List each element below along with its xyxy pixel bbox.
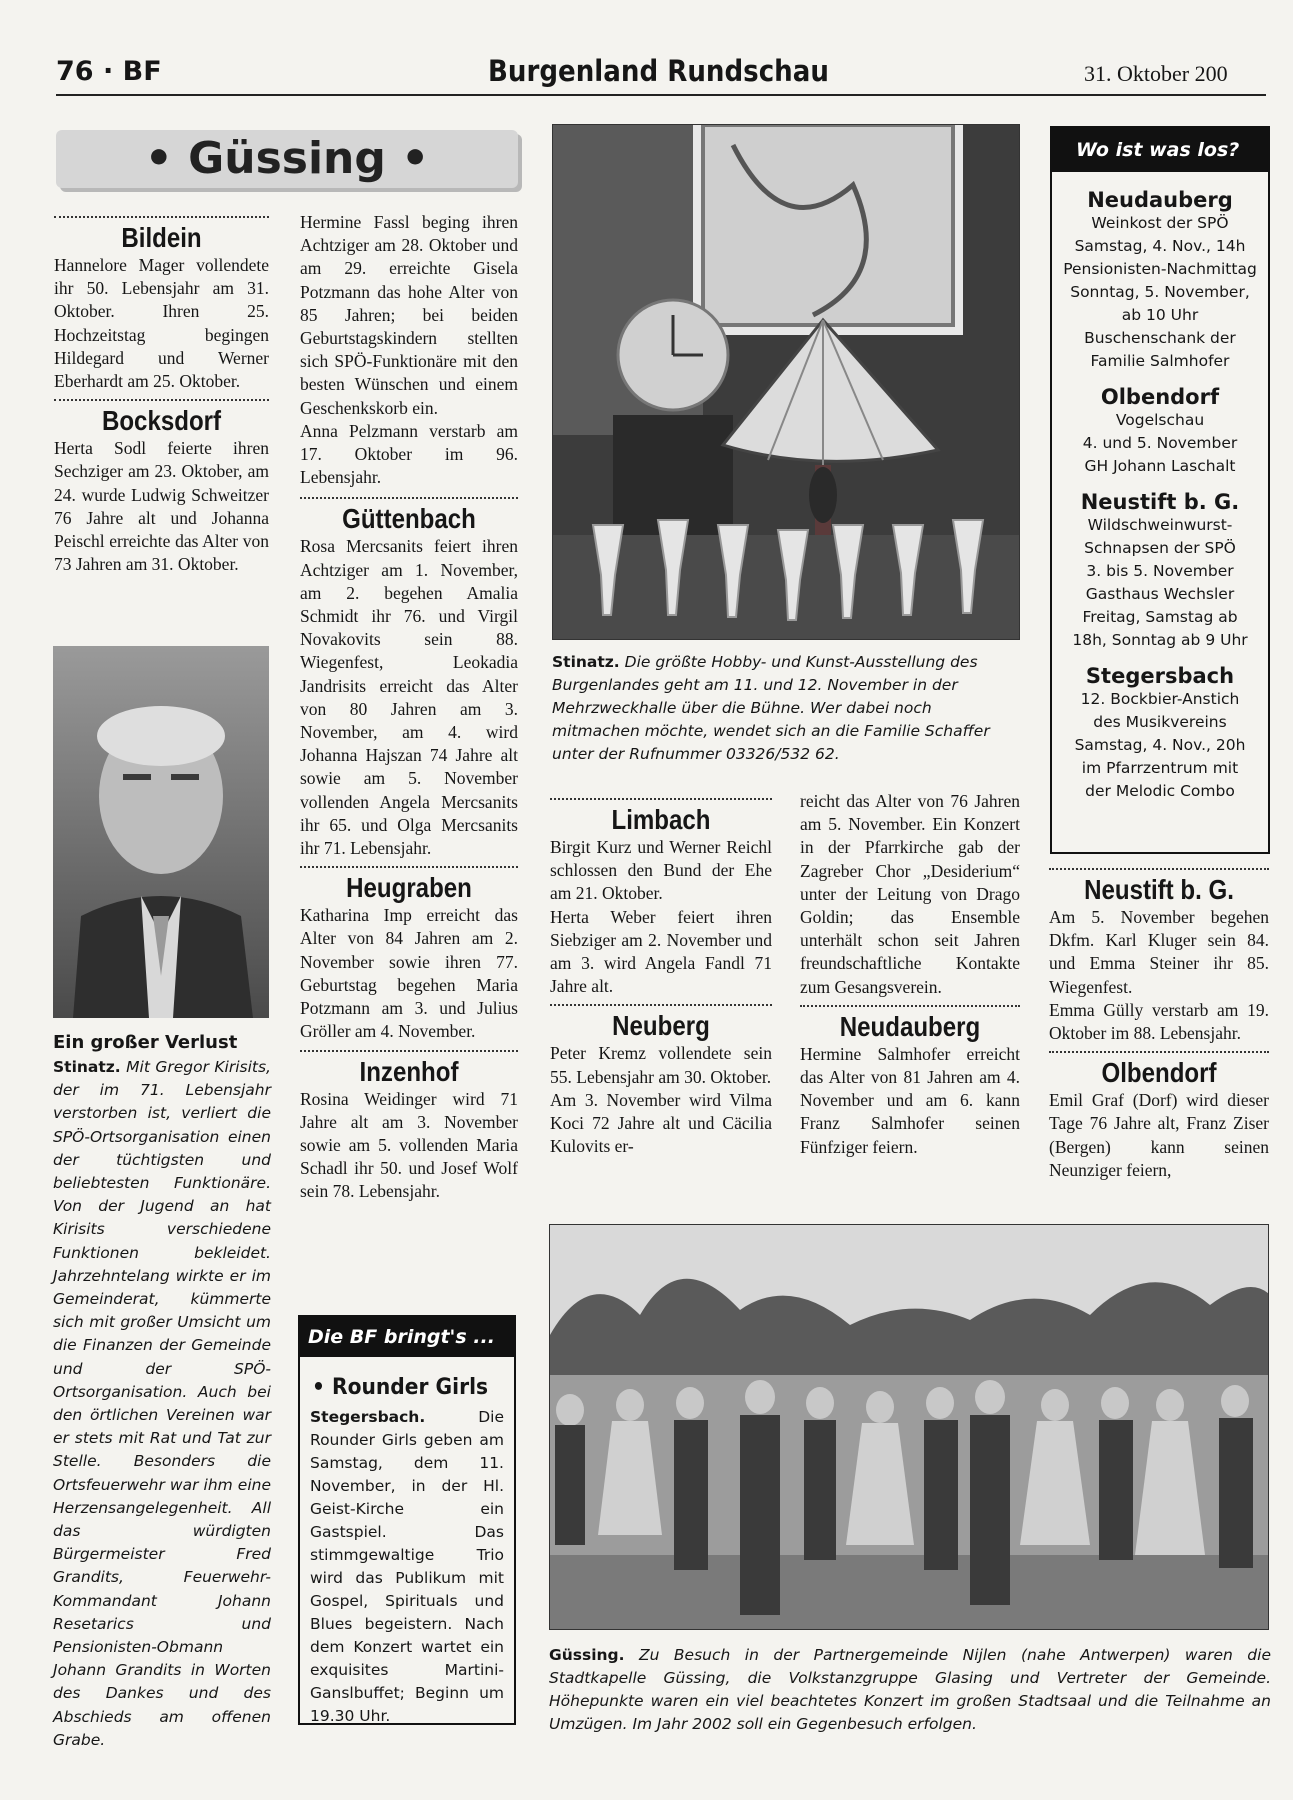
events-line: Sonntag, 5. November,	[1070, 283, 1250, 301]
portrait-photo	[53, 646, 269, 1018]
article-limbach-b: Herta Weber feiert ihren Siebziger am 2. November und am 3. wird Angela Fandl 71 Jahre alt.	[550, 906, 772, 997]
article-bocksdorf: Herta Sodl feierte ihren Sechziger am 23. Oktober, am 24. wurde Ludwig Schweitzer 76 Jahre alt und Johanna Peischl erreichte das Alter von 73 Jahren am 31. Oktober.	[54, 438, 269, 575]
group-illustration	[550, 1225, 1269, 1630]
events-line: 12. Bockbier-Anstich	[1080, 690, 1240, 708]
events-line: im Pfarrzentrum mit	[1081, 759, 1239, 777]
events-title: Olbendorf	[1100, 385, 1220, 409]
heading-verlust: Ein großer Verlust	[53, 1032, 238, 1053]
bringts-article	[310, 1406, 504, 1728]
events-line: Wildschweinwurst-	[1087, 516, 1233, 534]
bringts-text: Die Rounder Girls geben am Samstag, dem 11. November, in der Hl. Geist-Kirche ein Gastspiel. Das stimmgewaltige Trio wird das Publikum mit Gospel, Spirituals und Blues begeistern. Nach dem Konzert wartet ein exquisites Martini-Ganslbuffet; Beginn um 19.30 Uhr.	[310, 1408, 504, 1725]
events-line: Vogelschau	[1115, 411, 1205, 429]
events-line: Freitag, Samstag ab	[1082, 608, 1238, 626]
page-number: 76 · BF	[56, 56, 162, 87]
events-title: Neustift b. G.	[1080, 490, 1240, 514]
events-line: Samstag, 4. Nov., 20h	[1074, 736, 1246, 754]
header-rule	[56, 94, 1266, 96]
heading-neuberg: Neuberg	[612, 1010, 710, 1042]
photo-group	[549, 1224, 1269, 1630]
events-line: Pensionisten-Nachmittag	[1063, 260, 1257, 278]
issue-date: 31. Oktober 200	[1084, 61, 1228, 86]
heading-neustift: Neustift b. G.	[1084, 874, 1234, 905]
events-line: Schnapsen der SPÖ	[1084, 539, 1236, 557]
article-inzenhof: Rosina Weidinger wird 71 Jahre alt am 3. November sowie am 5. vollenden Maria Schadl ihr 50. und Josef Wolf sein 78. Lebensjahr.	[300, 1088, 518, 1202]
events-section	[1052, 664, 1268, 803]
lamp-illustration	[553, 125, 1020, 640]
article-verlust-text: Mit Gregor Kirisits, der im 71. Lebensjahr verstorben ist, verliert die SPÖ-Ortsorganisation einen der tüchtigsten und beliebtesten Funktionäre. Von der Jugend an hat Kirisits verschiedene Funktionen bekleidet. Jahrzehntelang wirkte er im Gemeinderat, kümmerte sich mit großer Umsicht um die Finanzen der Gemeinde und der SPÖ-Ortsorganisation. Auch bei den örtlichen Vereinen war er stets mit Rat und Tat zur Stelle. Besonders die Ortsfeuerwehr war ihm eine Herzensangelegenheit. All das würdigten Bürgermeister Fred Grandits, Feuerwehr-Kommandant Johann Resetarics und Pensionisten-Obmann Johann Grandits in Worten des Dankes und des Abschieds am offenen Grabe.	[53, 1058, 271, 1749]
article-guettenbach: Rosa Mercsanits feiert ihren Achtziger am 1. November, am 2. begehen Amalia Schmidt ihr 76. und Virgil Novakovits sein 88. Wiegenfest, Leokadia Jandrisits erreicht das Alter von 80 Jahren am 3. November, am 4. wird Johanna Hajszan 74 Jahre alt sowie am 5. November vollenden Angela Mercsanits ihr 65. und Olga Mercsanits ihr 71. Lebensjahr.	[300, 536, 518, 859]
article-heugraben: Katharina Imp erreicht das Alter von 84 Jahren am 2. November sowie ihren 77. Geburtstag begehen Maria Potzmann am 3. und Julius Gröller am 4. November.	[300, 905, 518, 1042]
portrait-illustration	[53, 646, 269, 1018]
article-limbach: Birgit Kurz und Werner Reichl schlossen den Bund der Ehe am 21. Oktober.	[550, 837, 772, 904]
caption-guessing	[549, 1644, 1271, 1736]
article-col4-top: reicht das Alter von 76 Jahren am 5. November. Ein Konzert in der Pfarrkirche gab der Zagreber Chor „Desiderium“ unter der Leitung von Drago Goldin; das Ensemble unterhält schon seit Jahren freundschaftliche Kontakte zum Gesangsverein.	[800, 791, 1020, 997]
events-line: ab 10 Uhr	[1121, 306, 1199, 324]
caption-guessing-lead: Güssing.	[549, 1646, 625, 1664]
divider	[550, 1004, 772, 1006]
divider	[54, 399, 269, 401]
events-section	[1052, 385, 1268, 478]
heading-guettenbach: Güttenbach	[342, 503, 476, 535]
heading-olbendorf: Olbendorf	[1101, 1057, 1217, 1089]
section-title: • Güssing •	[144, 133, 430, 184]
events-line: Gasthaus Wechsler	[1085, 585, 1235, 603]
caption-guessing-text: Zu Besuch in der Partnergemeinde Nijlen (nahe Antwerpen) waren die Stadtkapelle Güssing, die Volkstanzgruppe Glasing und Vertreter der Gemeinde. Höhepunkte waren ein viel beachtetes Konzert im großen Stadtsaal und die Teilnahme an Umzügen. Im Jahr 2002 soll ein Gegenbesuch erfolgen.	[549, 1646, 1271, 1733]
bringts-title: • Rounder Girls	[312, 1375, 489, 1400]
divider	[800, 1005, 1020, 1007]
article-top-col2: Hermine Fassl beging ihren Achtziger am 28. Oktober und am 29. erreichte Gisela Potzmann das hohe Alter von 85 Jahren; bei beiden Geburtstagskindern stellten sich SPÖ-Funktionäre mit den besten Wünschen und einem Geschenkskorb ein.	[300, 212, 518, 418]
article-verlust	[53, 1056, 271, 1752]
caption-stinatz-lead: Stinatz.	[552, 653, 620, 671]
events-header: Wo ist was los?	[1052, 128, 1268, 172]
article-verlust-lead: Stinatz.	[53, 1058, 121, 1076]
heading-bildein: Bildein	[121, 222, 202, 253]
caption-stinatz-text: Die größte Hobby- und Kunst-Ausstellung des Burgenlandes geht am 11. und 12. November in der Mehrzweckhalle über die Bühne. Wer dabei noch mitmachen möchte, wendet sich an die Familie Schaffer unter der Rufnummer 03326/532 62.	[552, 653, 990, 763]
article-neustift: Am 5. November begehen Dkfm. Karl Kluger sein 84. und Emma Steiner ihr 85. Wiegenfest.	[1049, 907, 1269, 997]
photo-lamp	[552, 124, 1020, 640]
events-box	[1050, 126, 1270, 854]
heading-neudauberg: Neudauberg	[839, 1010, 981, 1042]
events-section	[1052, 490, 1268, 652]
section-banner	[56, 130, 518, 188]
bringts-header: Die BF bringt's ...	[300, 1317, 514, 1357]
heading-limbach: Limbach	[611, 804, 711, 835]
events-line: 3. bis 5. November	[1086, 562, 1234, 580]
divider	[300, 1050, 518, 1052]
events-title: Stegersbach	[1085, 664, 1235, 688]
heading-heugraben: Heugraben	[346, 872, 472, 904]
article-bildein: Hannelore Mager vollendete ihr 50. Lebensjahr am 31. Oktober. Ihren 25. Hochzeitstag begingen Hildegard und Werner Eberhardt am 25. Oktober.	[54, 255, 269, 392]
divider	[550, 798, 772, 800]
events-line: Samstag, 4. Nov., 14h	[1074, 237, 1246, 255]
divider	[1049, 1051, 1269, 1053]
events-line: des Musikvereins	[1093, 713, 1227, 731]
newspaper-title: Burgenland Rundschau	[488, 54, 829, 88]
events-section	[1052, 188, 1268, 373]
divider	[300, 497, 518, 499]
article-neuberg-b: Am 3. November wird Vilma Koci 72 Jahre alt und Cäcilia Kulovits er-	[550, 1089, 772, 1157]
events-title: Neudauberg	[1087, 188, 1233, 212]
article-neuberg: Peter Kremz vollendete sein 55. Lebensjahr am 30. Oktober.	[550, 1043, 772, 1087]
bringts-box	[298, 1315, 516, 1725]
article-neustift-b: Emma Gülly verstarb am 19. Oktober im 88. Lebensjahr.	[1049, 999, 1269, 1044]
events-line: Buschenschank der	[1084, 329, 1236, 347]
events-line: Weinkost der SPÖ	[1091, 214, 1229, 232]
events-line: 18h, Sonntag ab 9 Uhr	[1072, 631, 1248, 649]
events-line: der Melodic Combo	[1085, 782, 1235, 800]
divider	[300, 866, 518, 868]
events-line: 4. und 5. November	[1082, 434, 1238, 452]
events-line: GH Johann Laschalt	[1084, 457, 1236, 475]
divider	[54, 216, 269, 218]
events-line: Familie Salmhofer	[1090, 352, 1230, 370]
heading-bocksdorf: Bocksdorf	[101, 405, 222, 437]
bringts-lead: Stegersbach.	[310, 1408, 426, 1426]
article-olbendorf: Emil Graf (Dorf) wird dieser Tage 76 Jahre alt, Franz Ziser (Bergen) kann seinen Neunziger feiern,	[1049, 1090, 1269, 1180]
divider	[1049, 868, 1269, 870]
article-top-col2-b: Anna Pelzmann verstarb am 17. Oktober im 96. Lebensjahr.	[300, 420, 518, 488]
article-neudauberg: Hermine Salmhofer erreicht das Alter von 81 Jahren am 4. November und am 6. kann Franz Salmhofer seinen Fünfziger feiern.	[800, 1043, 1020, 1157]
caption-stinatz	[552, 651, 1022, 766]
heading-inzenhof: Inzenhof	[359, 1055, 459, 1087]
